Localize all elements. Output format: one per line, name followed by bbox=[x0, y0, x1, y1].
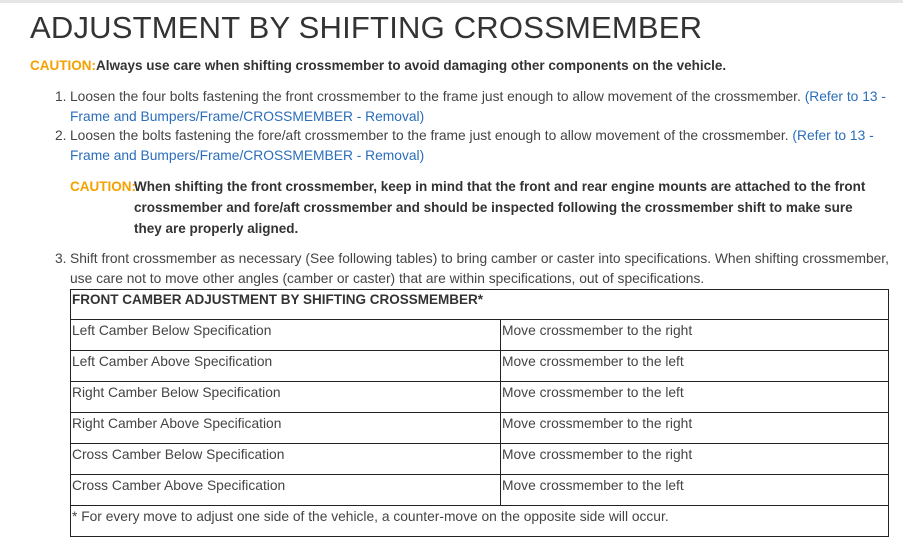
action-cell: Move crossmember to the left bbox=[501, 351, 889, 382]
reference-link[interactable]: (Refer to 13 - Frame and Bumpers/Frame/CROSSMEMBER - Removal) bbox=[70, 128, 874, 163]
page-title: ADJUSTMENT BY SHIFTING CROSSMEMBER bbox=[30, 10, 703, 45]
table-row bbox=[71, 351, 889, 382]
condition-cell: Cross Camber Above Specification bbox=[71, 475, 501, 506]
step-number: 1. bbox=[55, 89, 67, 104]
step-text: Shift front crossmember as necessary (See following tables) to bring camber or caster into specifications. When shifting crossmember, use care not to move other angles (camber or caster) that are within specifications, out of specifications. bbox=[70, 251, 889, 286]
step-number: 2. bbox=[55, 128, 67, 143]
table-row bbox=[71, 444, 889, 475]
action-cell: Move crossmember to the left bbox=[501, 382, 889, 413]
table-header-row bbox=[71, 290, 889, 320]
step-text: Loosen the bolts fastening the fore/aft crossmember to the frame just enough to allow movement of the crossmember. bbox=[70, 128, 793, 143]
reference-link[interactable]: (Refer to 13 - Frame and Bumpers/Frame/CROSSMEMBER - Removal) bbox=[70, 89, 886, 124]
condition-cell: Left Camber Above Specification bbox=[71, 351, 501, 382]
caution-note-crossmember bbox=[70, 176, 870, 239]
table-footnote-row bbox=[71, 506, 889, 537]
camber-adjustment-table bbox=[70, 289, 889, 537]
step-number: 3. bbox=[55, 251, 67, 266]
table-row bbox=[71, 382, 889, 413]
caution-text: When shifting the front crossmember, keep in mind that the front and rear engine mounts are attached to the front crossmember and fore/aft crossmember and should be inspected following the crossmember shift to make sure they are properly aligned. bbox=[134, 179, 866, 236]
step-text: Loosen the four bolts fastening the front crossmember to the frame just enough to allow movement of the crossmember. bbox=[70, 89, 805, 104]
table-header: FRONT CAMBER ADJUSTMENT BY SHIFTING CROSSMEMBER* bbox=[71, 290, 889, 320]
action-cell: Move crossmember to the right bbox=[501, 444, 889, 475]
action-cell: Move crossmember to the left bbox=[501, 475, 889, 506]
caution-label: CAUTION: bbox=[30, 58, 96, 73]
table-row bbox=[71, 413, 889, 444]
table-row bbox=[71, 475, 889, 506]
action-cell: Move crossmember to the right bbox=[501, 320, 889, 351]
condition-cell: Right Camber Below Specification bbox=[71, 382, 501, 413]
top-divider bbox=[0, 0, 903, 3]
step-2 bbox=[55, 126, 891, 166]
condition-cell: Cross Camber Below Specification bbox=[71, 444, 501, 475]
condition-cell: Left Camber Below Specification bbox=[71, 320, 501, 351]
condition-cell: Right Camber Above Specification bbox=[71, 413, 501, 444]
table-row bbox=[71, 320, 889, 351]
table-footnote: * For every move to adjust one side of the vehicle, a counter-move on the opposite side will occur. bbox=[71, 506, 889, 537]
caution-label: CAUTION: bbox=[70, 179, 136, 194]
step-3 bbox=[55, 249, 891, 289]
step-1 bbox=[55, 87, 891, 127]
action-cell: Move crossmember to the right bbox=[501, 413, 889, 444]
caution-text: Always use care when shifting crossmember to avoid damaging other components on the vehicle. bbox=[96, 58, 727, 73]
caution-note bbox=[30, 56, 726, 76]
